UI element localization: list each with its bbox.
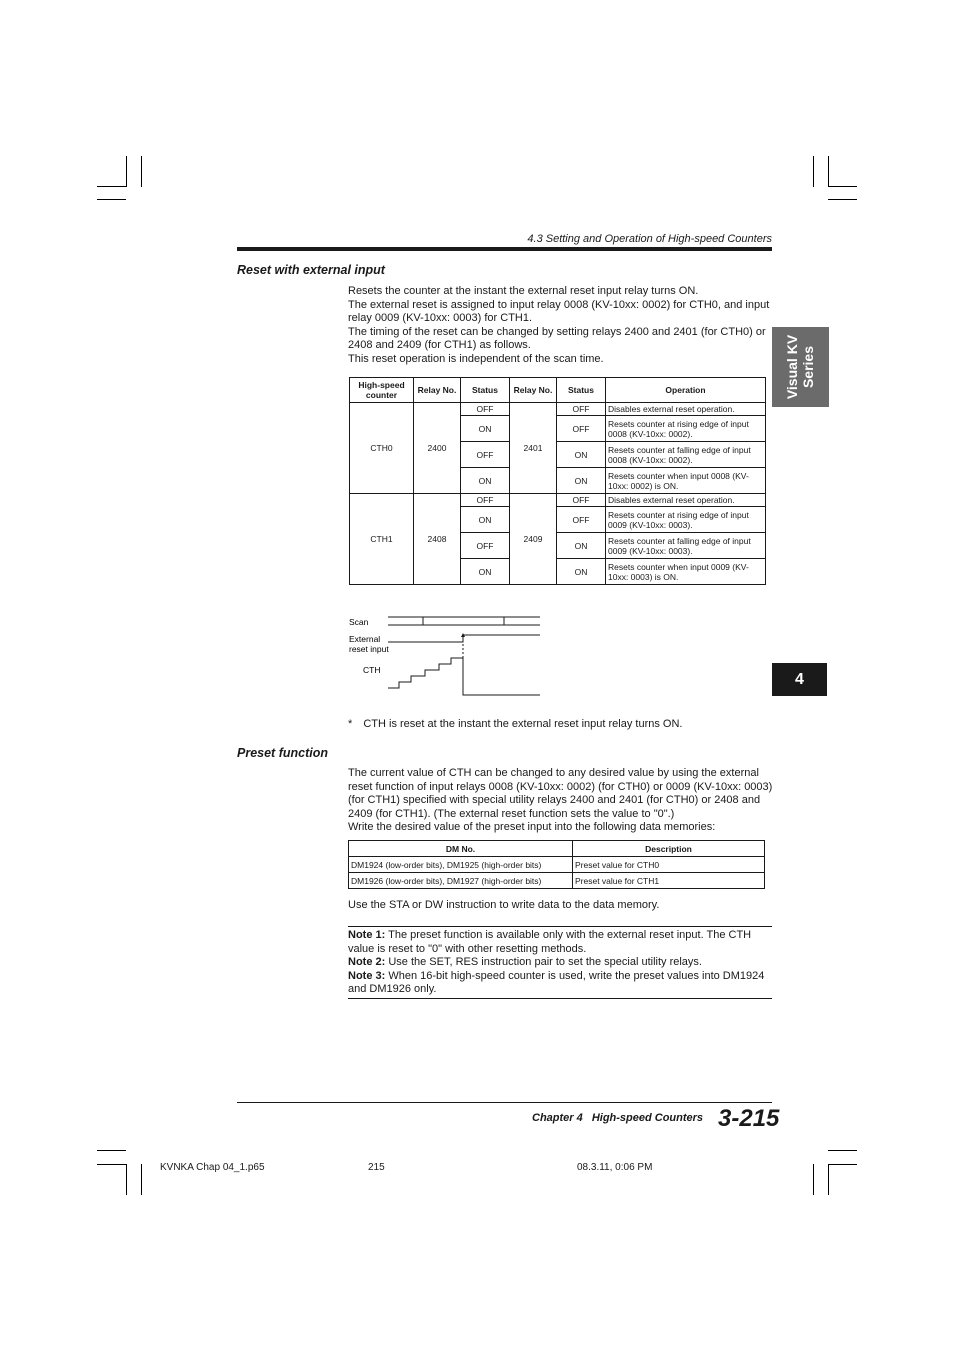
- notes-top-rule: [348, 926, 772, 927]
- note-1-text: The preset function is available only with the external reset input. The CTH value is reset to "0" with other resetting methods.: [348, 929, 752, 955]
- table-row: [349, 857, 765, 873]
- scan-waveform: [388, 617, 540, 625]
- ext-label-1: External: [349, 634, 381, 644]
- cell-description: Preset value for CTH0: [573, 857, 765, 873]
- reset-para-1: Resets the counter at the instant the external reset input relay turns ON.: [348, 285, 699, 297]
- slug-page: 215: [368, 1162, 385, 1173]
- th-operation: Operation: [606, 378, 766, 403]
- slug-date: 08.3.11, 0:06 PM: [577, 1162, 653, 1173]
- cell-status1: ON: [461, 468, 510, 494]
- preset-para-1: The current value of CTH can be changed to any desired value by using the external reset function of input relays 0008 (KV-10xx: 0002) (for CTH0) or 0009 (KV-10xx: 0003) (for CTH1) specified with special utility relays 2400 and 2401 (for CTH0) or 2408 and 2409 (for CTH1). (The external reset function sets the value to "0".): [348, 767, 773, 820]
- cell-status1: ON: [461, 507, 510, 533]
- cell-relay2: 2401: [510, 403, 557, 494]
- note-2-text: Use the SET, RES instruction pair to set the special utility relays.: [388, 956, 702, 968]
- cell-status2: OFF: [557, 416, 606, 442]
- preset-dm-table: [348, 840, 765, 889]
- note-3-label: Note 3:: [348, 969, 386, 982]
- th-counter: High-speed counter: [350, 378, 414, 403]
- note-1: [348, 929, 768, 956]
- side-tab: [772, 327, 829, 407]
- cell-status2: ON: [557, 533, 606, 559]
- table-row: [350, 494, 766, 507]
- cth-waveform: [388, 658, 540, 695]
- preset-section-body: [348, 767, 776, 835]
- after-table-text: Use the STA or DW instruction to write data to the data memory.: [348, 899, 660, 911]
- notes-bottom-rule: [348, 998, 772, 999]
- reset-para-4: This reset operation is independent of the scan time.: [348, 352, 604, 365]
- cell-relay1: 2408: [414, 494, 461, 585]
- table-row: [350, 403, 766, 416]
- th-status1: Status: [461, 378, 510, 403]
- cell-operation: Resets counter when input 0008 (KV-10xx: 0002) is ON.: [606, 468, 766, 494]
- cell-dm: DM1924 (low-order bits), DM1925 (high-order bits): [349, 857, 573, 873]
- reset-para-3: The timing of the reset can be changed by setting relays 2400 and 2401 (for CTH0) or 2408 and 2409 (for CTH1) as follows.: [348, 325, 766, 351]
- reset-section-body: [348, 285, 778, 366]
- cell-operation: Disables external reset operation.: [606, 403, 766, 416]
- header-rule: [237, 247, 772, 251]
- note-1-label: Note 1:: [348, 929, 386, 941]
- slug-file: KVNKA Chap 04_1.p65: [160, 1162, 265, 1173]
- preset-section-title: Preset function: [237, 746, 328, 760]
- footer-chapter-label: Chapter 4: [532, 1112, 583, 1124]
- footnote-text: CTH is reset at the instant the external reset input relay turns ON.: [363, 718, 683, 730]
- timing-diagram: [345, 610, 545, 702]
- cell-status1: ON: [461, 559, 510, 585]
- cell-status2: ON: [557, 468, 606, 494]
- note-3-text: When 16-bit high-speed counter is used, write the preset values into DM1924 and DM1926 only.: [348, 969, 765, 995]
- reset-para-2: The external reset is assigned to input relay 0008 (KV-10xx: 0002) for CTH0, and input relay 0009 (KV-10xx: 0003) for CTH1.: [348, 298, 770, 324]
- note-2-label: Note 2:: [348, 956, 386, 968]
- footer-chapter: [532, 1112, 703, 1124]
- th-relay2: Relay No.: [510, 378, 557, 403]
- cell-status2: ON: [557, 442, 606, 468]
- cell-operation: Resets counter at falling edge of input 0009 (KV-10xx: 0003).: [606, 533, 766, 559]
- page-number: 3-215: [718, 1105, 780, 1132]
- reset-section-title: Reset with external input: [237, 263, 385, 277]
- note-3: [348, 970, 768, 997]
- cell-description: Preset value for CTH1: [573, 873, 765, 889]
- table-row: [349, 873, 765, 889]
- th-status2: Status: [557, 378, 606, 403]
- cell-status1: OFF: [461, 494, 510, 507]
- cell-status2: OFF: [557, 494, 606, 507]
- cell-status2: ON: [557, 559, 606, 585]
- footer-rule: [237, 1102, 772, 1103]
- cell-operation: Resets counter at rising edge of input 0009 (KV-10xx: 0003).: [606, 507, 766, 533]
- footnote: [348, 718, 682, 730]
- notes-block: [348, 929, 768, 997]
- side-tab-label: Visual KV Series: [784, 334, 816, 400]
- th-description: Description: [573, 841, 765, 857]
- cth-label: CTH: [363, 665, 381, 675]
- cell-status1: OFF: [461, 533, 510, 559]
- reset-relay-table: [349, 377, 766, 585]
- cell-status2: OFF: [557, 403, 606, 416]
- cell-dm: DM1926 (low-order bits), DM1927 (high-order bits): [349, 873, 573, 889]
- chapter-tab-number: 4: [772, 663, 827, 696]
- cell-relay1: 2400: [414, 403, 461, 494]
- cell-operation: Resets counter when input 0009 (KV-10xx: 0003) is ON.: [606, 559, 766, 585]
- cell-status1: OFF: [461, 403, 510, 416]
- footnote-mark: *: [348, 718, 353, 730]
- cell-counter: CTH0: [350, 403, 414, 494]
- cell-counter: CTH1: [350, 494, 414, 585]
- cell-status1: OFF: [461, 442, 510, 468]
- cell-operation: Resets counter at falling edge of input 0008 (KV-10xx: 0002).: [606, 442, 766, 468]
- running-head: 4.3 Setting and Operation of High-speed Counters: [527, 233, 772, 245]
- th-dm: DM No.: [349, 841, 573, 857]
- cell-operation: Resets counter at rising edge of input 0008 (KV-10xx: 0002).: [606, 416, 766, 442]
- cell-status1: ON: [461, 416, 510, 442]
- note-2: [348, 956, 768, 970]
- preset-para-2: Write the desired value of the preset input into the following data memories:: [348, 821, 716, 833]
- cell-operation: Disables external reset operation.: [606, 494, 766, 507]
- cell-status2: OFF: [557, 507, 606, 533]
- cell-relay2: 2409: [510, 494, 557, 585]
- ext-label-2: reset input: [349, 644, 389, 654]
- footer-chapter-title: High-speed Counters: [591, 1112, 704, 1124]
- scan-label: Scan: [349, 617, 369, 627]
- th-relay1: Relay No.: [414, 378, 461, 403]
